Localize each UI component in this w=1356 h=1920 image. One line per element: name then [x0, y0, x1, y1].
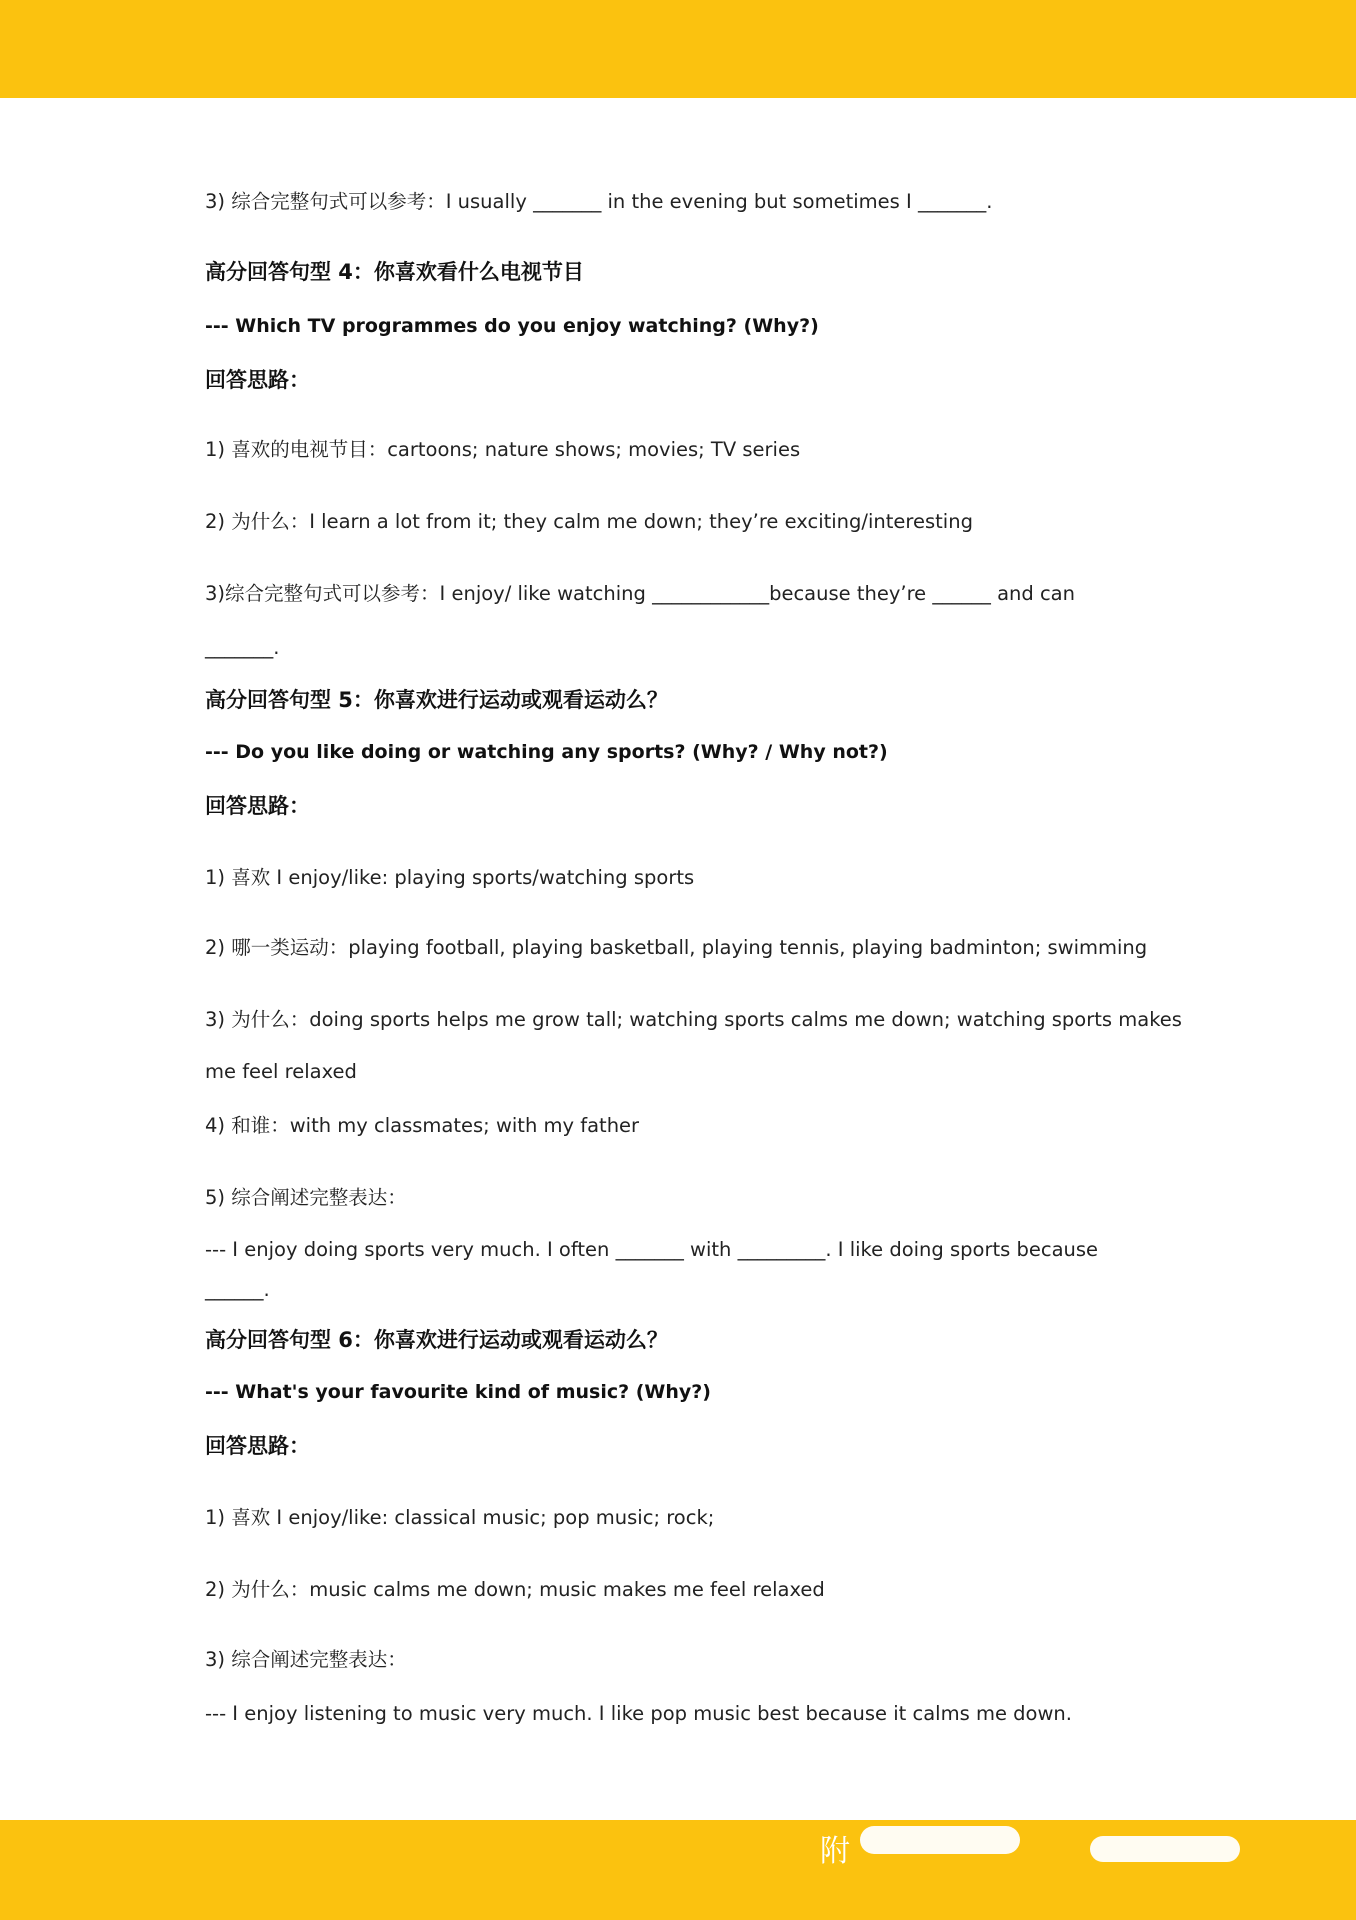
list-item-continuation: _______.	[205, 636, 280, 659]
section-heading: 高分回答句型 6：你喜欢进行运动或观看运动么？	[205, 1328, 668, 1352]
list-item: 2) 为什么：I learn a lot from it; they calm me down; they’re exciting/interesting	[205, 510, 973, 533]
question-line: --- Which TV programmes do you enjoy watching? (Why?)	[205, 315, 819, 337]
section-heading: 高分回答句型 5：你喜欢进行运动或观看运动么？	[205, 688, 668, 712]
list-item: 1) 喜欢 I enjoy/like: playing sports/watching sports	[205, 866, 695, 889]
answer-approach-label: 回答思路：	[205, 368, 310, 392]
question-line: --- Do you like doing or watching any sports? (Why? / Why not?)	[205, 741, 888, 763]
question-line: --- What's your favourite kind of music? (Why?)	[205, 1381, 711, 1403]
example-sentence-continuation: ______.	[205, 1278, 270, 1301]
list-item-continuation: me feel relaxed	[205, 1060, 357, 1083]
example-sentence: --- I enjoy listening to music very much. I like pop music best because it calms me down.	[205, 1702, 1072, 1725]
list-item: 4) 和谁：with my classmates; with my father	[205, 1114, 640, 1137]
list-item: 2) 哪一类运动：playing football, playing basketball, playing tennis, playing badminton; swimming	[205, 936, 1148, 959]
example-sentence: --- I enjoy doing sports very much. I often _______ with _________. I like doing sports because	[205, 1238, 1099, 1261]
list-item: 1) 喜欢的电视节目：cartoons; nature shows; movies; TV series	[205, 438, 801, 461]
list-item: 5) 综合阐述完整表达：	[205, 1186, 407, 1209]
list-item: 3) 为什么：doing sports helps me grow tall; watching sports calms me down; watching sports makes	[205, 1008, 1182, 1031]
watermark-smudge	[1090, 1836, 1240, 1862]
list-item: 3)综合完整句式可以参考：I enjoy/ like watching ____________because they’re ______ and can	[205, 582, 1075, 605]
bottom-banner	[0, 1820, 1356, 1920]
list-item: 1) 喜欢 I enjoy/like: classical music; pop music; rock;	[205, 1506, 715, 1529]
section-heading: 高分回答句型 4：你喜欢看什么电视节目	[205, 260, 584, 284]
watermark-smudge	[860, 1826, 1020, 1854]
text-line: 3) 综合完整句式可以参考：I usually _______ in the evening but sometimes I _______.	[205, 190, 993, 213]
watermark-smudge	[1160, 1726, 1310, 1798]
list-item: 3) 综合阐述完整表达：	[205, 1648, 407, 1671]
list-item: 2) 为什么：music calms me down; music makes me feel relaxed	[205, 1578, 825, 1601]
answer-approach-label: 回答思路：	[205, 1434, 310, 1458]
answer-approach-label: 回答思路：	[205, 794, 310, 818]
top-banner	[0, 0, 1356, 98]
footer-text: 附	[820, 1834, 852, 1869]
